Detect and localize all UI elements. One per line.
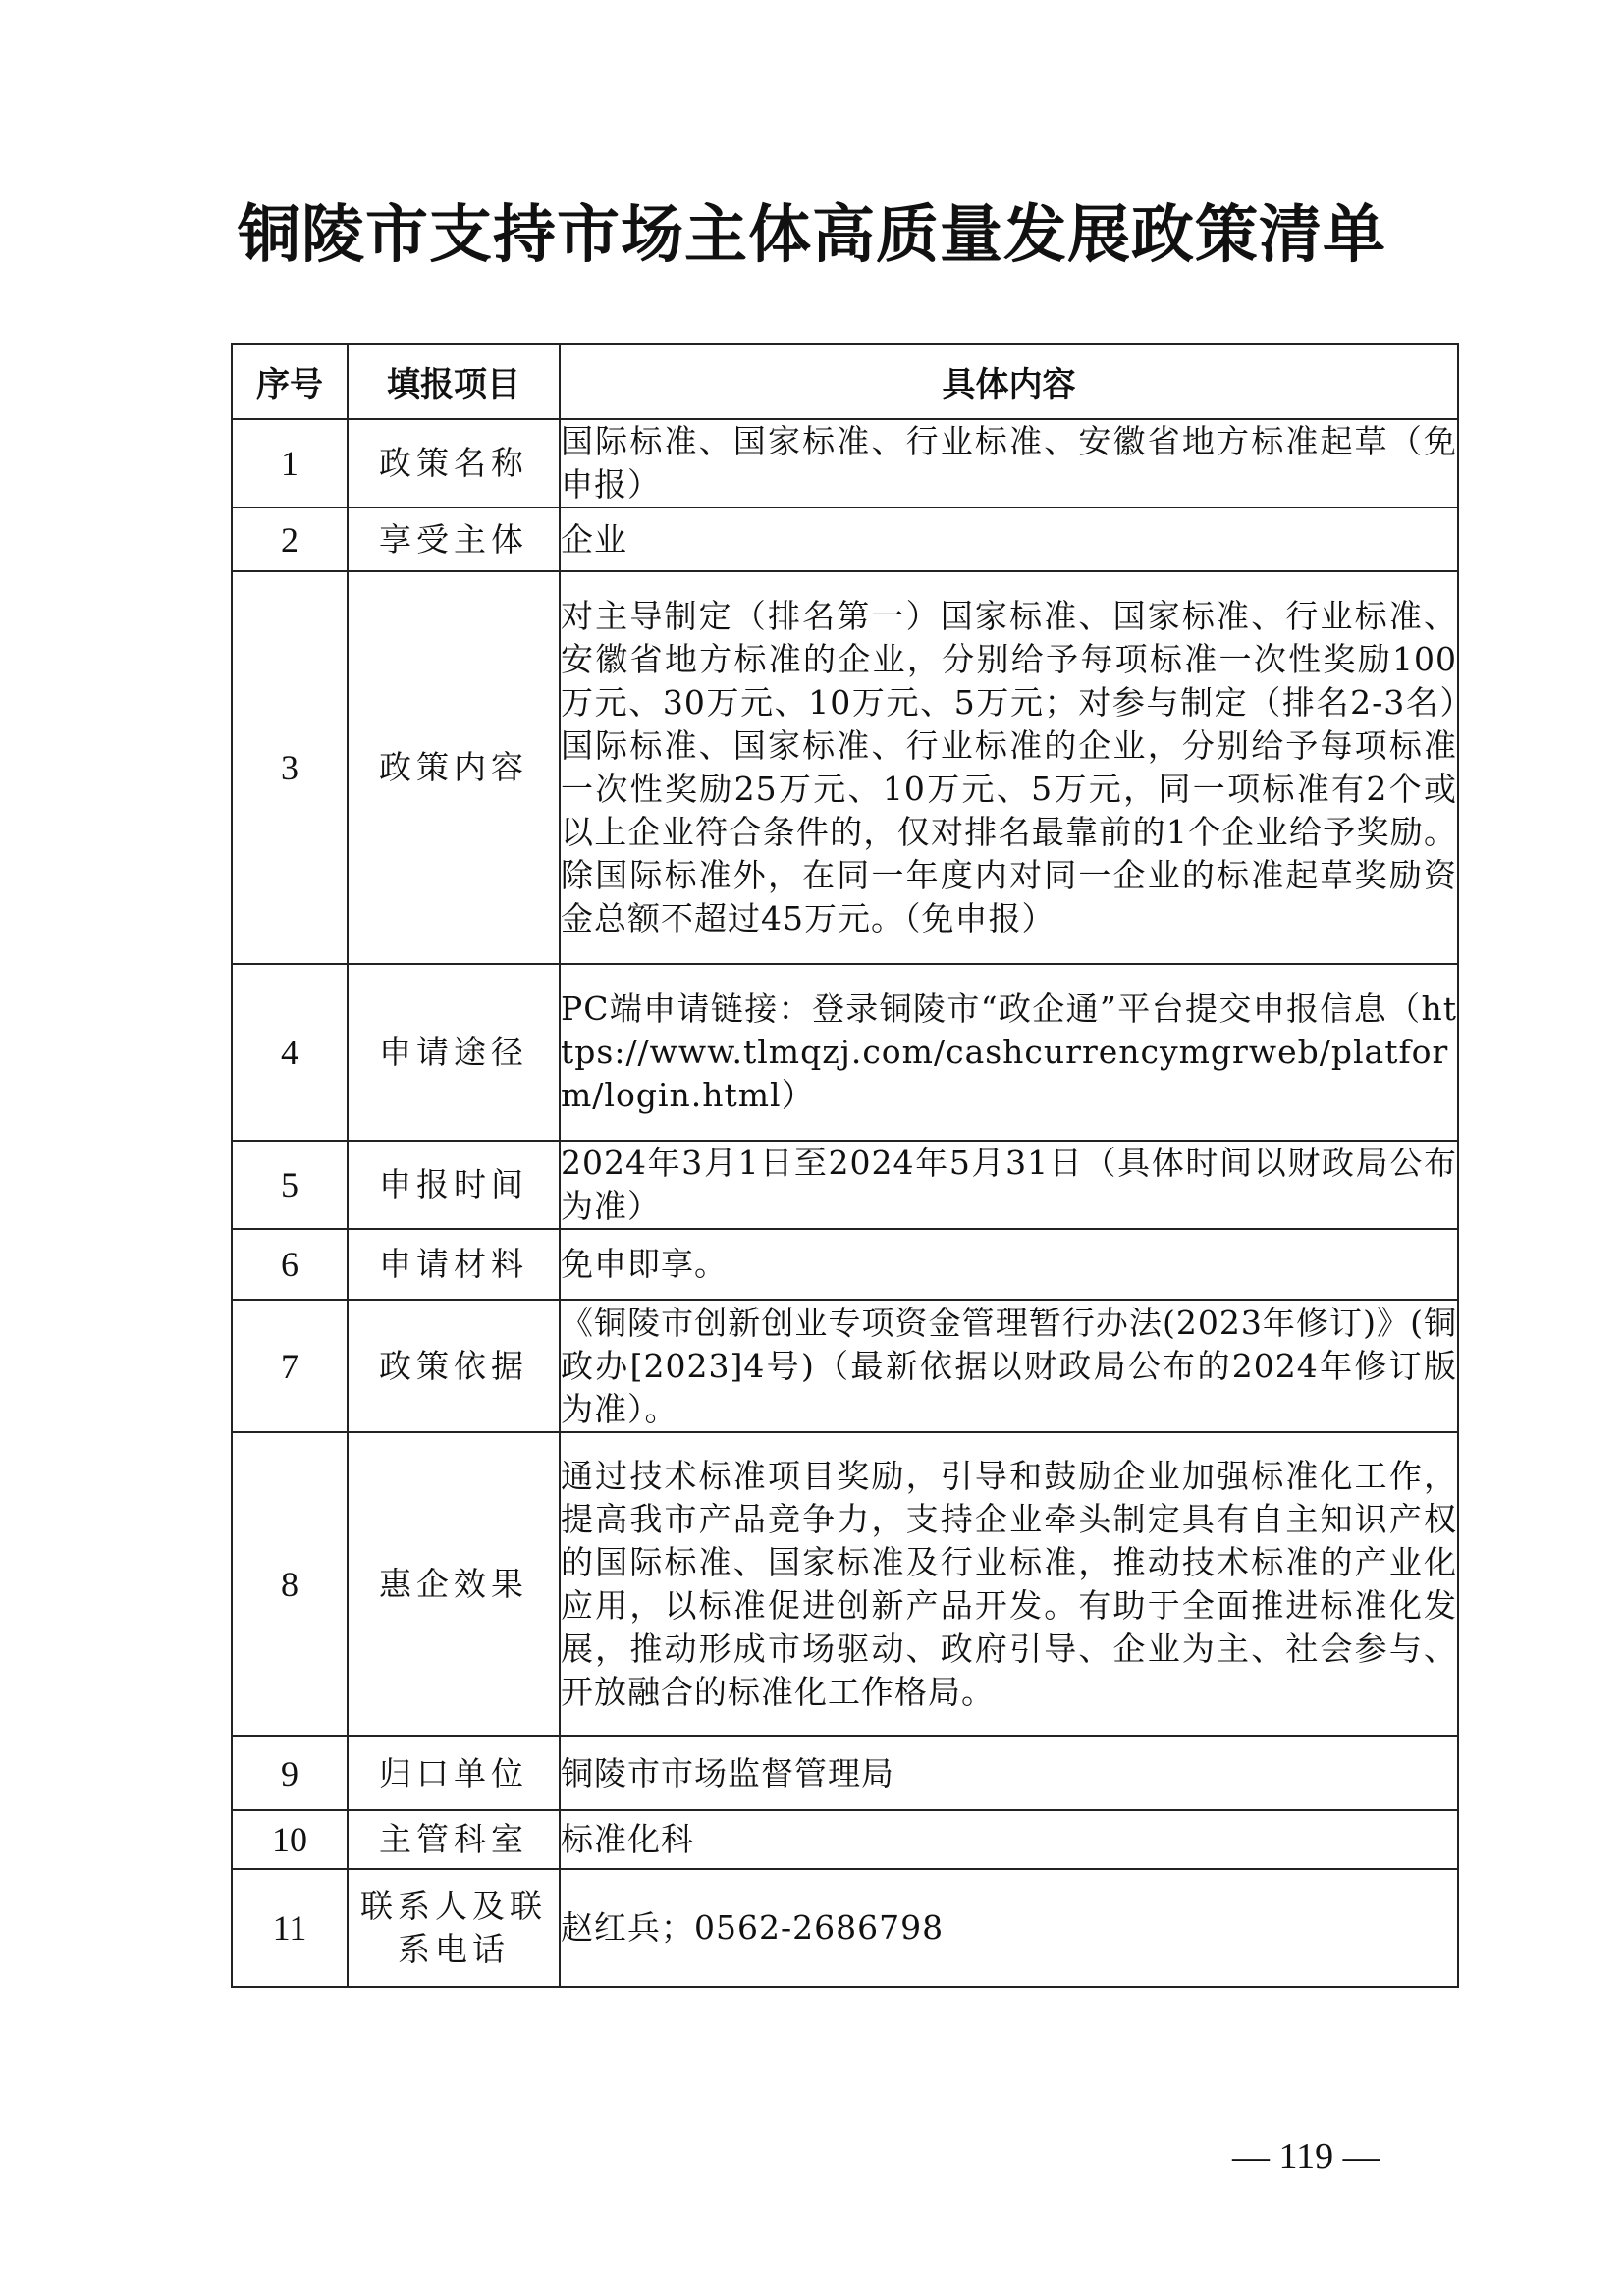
row-content: 标准化科 — [560, 1810, 1458, 1869]
row-number: 6 — [232, 1229, 348, 1300]
row-item: 申报时间 — [348, 1141, 560, 1229]
table-row — [232, 964, 1458, 1141]
row-content: 对主导制定（排名第一）国家标准、国家标准、行业标准、安徽省地方标准的企业，分别给予每项标准一次性奖励100万元、30万元、10万元、5万元；对参与制定（排名2-3名）国际标准、国家标准、行业标准的企业，分别给予每项标准一次性奖励25万元、10万元、5万元，同一项标准有2个或以上企业符合条件的，仅对排名最靠前的1个企业给予奖励。除国际标准外，在同一年度内对同一企业的标准起草奖励资金总额不超过45万元。（免申报） — [560, 571, 1458, 964]
row-content: 铜陵市市场监督管理局 — [560, 1736, 1458, 1810]
table-row — [232, 507, 1458, 571]
table-header-row — [232, 344, 1458, 419]
row-content: 赵红兵；0562-2686798 — [560, 1869, 1458, 1987]
policy-table — [231, 343, 1459, 1988]
table-row — [232, 1141, 1458, 1229]
row-number: 9 — [232, 1736, 348, 1810]
table-row — [232, 1869, 1458, 1987]
row-item: 政策内容 — [348, 571, 560, 964]
table-row — [232, 419, 1458, 507]
row-number: 5 — [232, 1141, 348, 1229]
header-content: 具体内容 — [560, 344, 1458, 419]
row-number: 4 — [232, 964, 348, 1141]
table-row — [232, 1300, 1458, 1432]
row-number: 7 — [232, 1300, 348, 1432]
row-item: 联系人及联系电话 — [348, 1869, 560, 1987]
page-number: — 119 — — [1232, 2136, 1380, 2177]
row-content: 通过技术标准项目奖励，引导和鼓励企业加强标准化工作，提高我市产品竞争力，支持企业牵头制定具有自主知识产权的国际标准、国家标准及行业标准，推动技术标准的产业化应用，以标准促进创新产品开发。有助于全面推进标准化发展，推动形成市场驱动、政府引导、企业为主、社会参与、开放融合的标准化工作格局。 — [560, 1432, 1458, 1736]
row-content: 《铜陵市创新创业专项资金管理暂行办法(2023年修订)》(铜政办[2023]4号)（最新依据以财政局公布的2024年修订版为准）。 — [560, 1300, 1458, 1432]
row-number: 3 — [232, 571, 348, 964]
row-item: 申请途径 — [348, 964, 560, 1141]
table-row — [232, 1736, 1458, 1810]
table-row — [232, 571, 1458, 964]
row-number: 8 — [232, 1432, 348, 1736]
row-number: 10 — [232, 1810, 348, 1869]
row-content: PC端申请链接：登录铜陵市“政企通”平台提交申报信息（https://www.tlmqzj.com/cashcurrencymgrweb/platform/login.html） — [560, 964, 1458, 1141]
table-row — [232, 1432, 1458, 1736]
row-number: 1 — [232, 419, 348, 507]
row-item: 惠企效果 — [348, 1432, 560, 1736]
header-item: 填报项目 — [348, 344, 560, 419]
page-title: 铜陵市支持市场主体高质量发展政策清单 — [238, 199, 1386, 272]
table-row — [232, 1810, 1458, 1869]
row-content: 免申即享。 — [560, 1229, 1458, 1300]
header-serial: 序号 — [232, 344, 348, 419]
row-item: 申请材料 — [348, 1229, 560, 1300]
row-item: 归口单位 — [348, 1736, 560, 1810]
row-content: 2024年3月1日至2024年5月31日（具体时间以财政局公布为准） — [560, 1141, 1458, 1229]
row-item: 主管科室 — [348, 1810, 560, 1869]
table-row — [232, 1229, 1458, 1300]
row-number: 2 — [232, 507, 348, 571]
row-item: 享受主体 — [348, 507, 560, 571]
row-item: 政策名称 — [348, 419, 560, 507]
row-item: 政策依据 — [348, 1300, 560, 1432]
row-content: 企业 — [560, 507, 1458, 571]
row-number: 11 — [232, 1869, 348, 1987]
row-content: 国际标准、国家标准、行业标准、安徽省地方标准起草（免申报） — [560, 419, 1458, 507]
